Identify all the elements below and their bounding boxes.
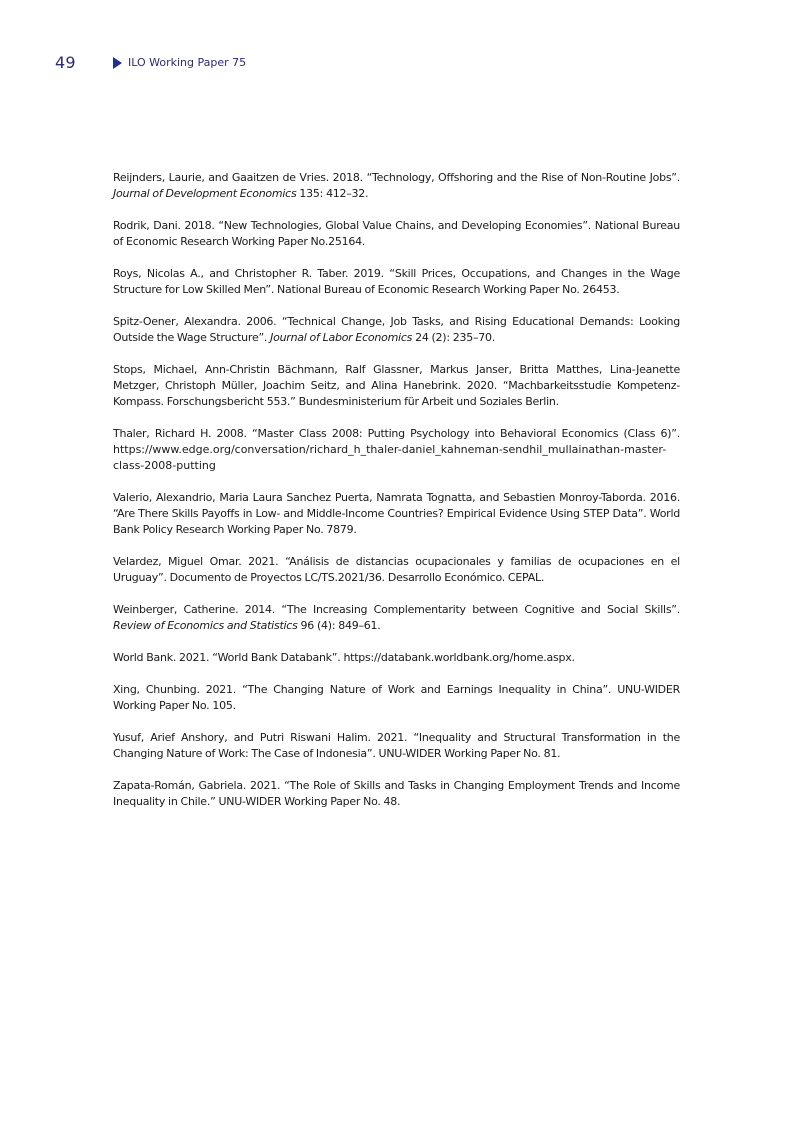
reference-link[interactable]: https://www.edge.org/conversation/richard_h_thaler-daniel_kahneman-sendhil_mullainathan-master-class-2008-putting <box>113 443 667 472</box>
reference-item: Roys, Nicolas A., and Christopher R. Taber. 2019. “Skill Prices, Occupations, and Changes in the Wage Structure for Low Skilled Men”. National Bureau of Economic Research Working Paper No. 26453. <box>113 267 680 296</box>
reference-item: Spitz-Oener, Alexandra. 2006. “Technical Change, Job Tasks, and Rising Educational Demands: Looking Outside the Wage Structure”. Journal of Labor Economics 24 (2): 235–70. <box>113 315 680 344</box>
reference-item: Stops, Michael, Ann-Christin Bächmann, Ralf Glassner, Markus Janser, Britta Matthes, Lina-Jeanette Metzger, Christoph Müller, Joachim Seitz, and Alina Hanebrink. 2020. “Machbarkeitsstudie Kompetenz-Kompass. Forschungsbericht 553.” Bundesministerium für Arbeit und Soziales Berlin. <box>113 363 680 408</box>
series-title-text: ILO Working Paper 75 <box>128 56 247 69</box>
reference-item: Thaler, Richard H. 2008. “Master Class 2008: Putting Psychology into Behavioral Economics (Class 6)”. https://www.edge.org/conversation/richard_h_thaler-daniel_kahneman-sendhil_mullainathan-master-class-2008-putting <box>113 427 680 472</box>
reference-list <box>113 170 680 826</box>
page-header <box>0 53 793 73</box>
series-title <box>113 56 246 69</box>
reference-item: Zapata-Román, Gabriela. 2021. “The Role of Skills and Tasks in Changing Employment Trends and Income Inequality in Chile.” UNU-WIDER Working Paper No. 48. <box>113 779 680 808</box>
page-number: 49 <box>55 53 76 72</box>
reference-item: Rodrik, Dani. 2018. “New Technologies, Global Value Chains, and Developing Economies”. National Bureau of Economic Research Working Paper No.25164. <box>113 219 680 248</box>
triangle-icon <box>113 57 122 69</box>
reference-item: World Bank. 2021. “World Bank Databank”. https://databank.worldbank.org/home.aspx. <box>113 651 575 664</box>
reference-item: Xing, Chunbing. 2021. “The Changing Nature of Work and Earnings Inequality in China”. UNU-WIDER Working Paper No. 105. <box>113 683 680 712</box>
reference-item: Reijnders, Laurie, and Gaaitzen de Vries. 2018. “Technology, Offshoring and the Rise of Non-Routine Jobs”. Journal of Development Economics 135: 412–32. <box>113 171 680 200</box>
reference-item: Velardez, Miguel Omar. 2021. “Análisis de distancias ocupacionales y familias de ocupaciones en el Uruguay”. Documento de Proyectos LC/TS.2021/36. Desarrollo Económico. CEPAL. <box>113 555 680 584</box>
reference-item: Yusuf, Arief Anshory, and Putri Riswani Halim. 2021. “Inequality and Structural Transformation in the Changing Nature of Work: The Case of Indonesia”. UNU-WIDER Working Paper No. 81. <box>113 731 680 760</box>
reference-item: Weinberger, Catherine. 2014. “The Increasing Complementarity between Cognitive and Social Skills”. Review of Economics and Statistics 96 (4): 849–61. <box>113 603 680 632</box>
reference-item: Valerio, Alexandrio, Maria Laura Sanchez Puerta, Namrata Tognatta, and Sebastien Monroy-Taborda. 2016. “Are There Skills Payoffs in Low- and Middle-Income Countries? Empirical Evidence Using STEP Data”. World Bank Policy Research Working Paper No. 7879. <box>113 491 680 536</box>
